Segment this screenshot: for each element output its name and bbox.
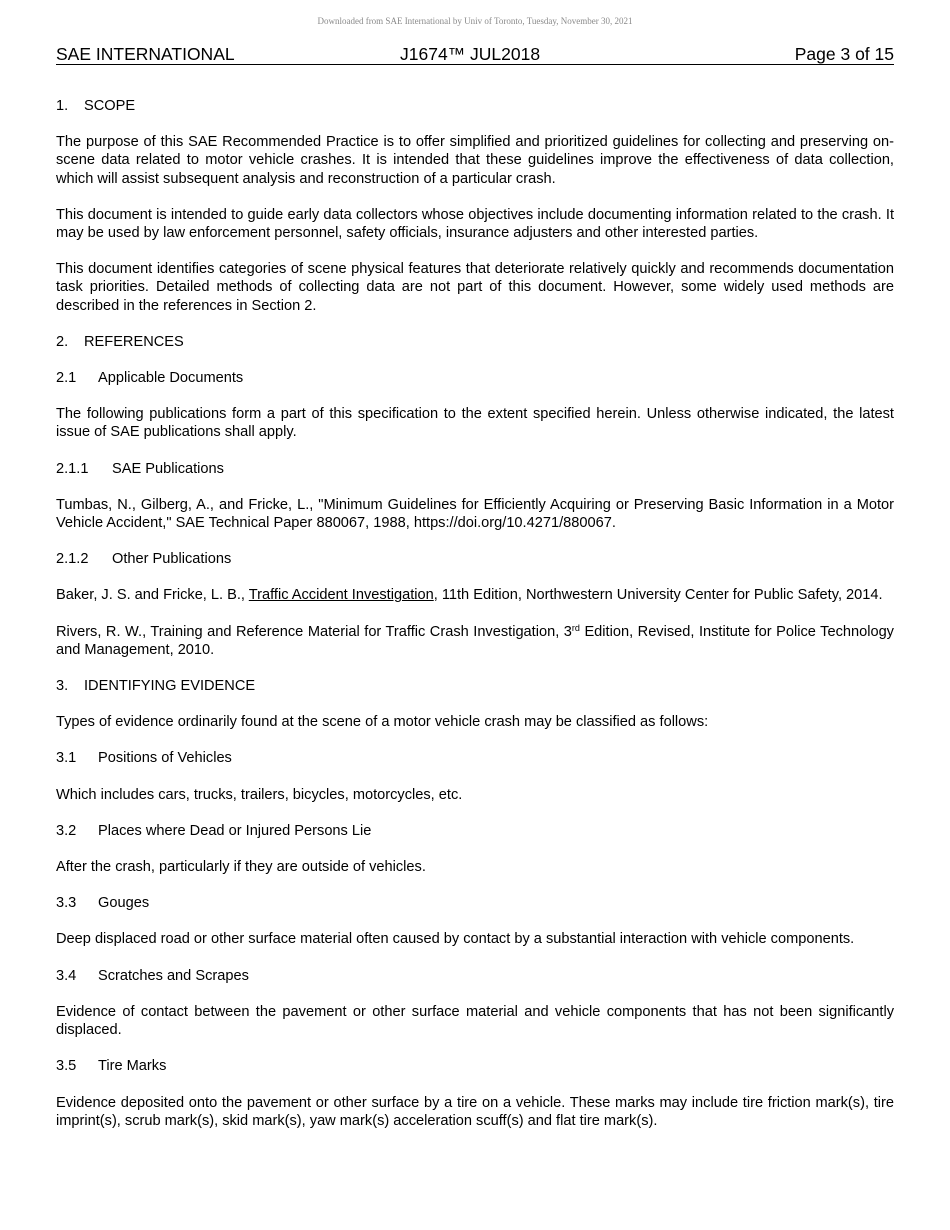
paragraph: This document is intended to guide early data collectors whose objectives include documenting information related to the crash. It may be used by law enforcement personnel, safety officials, insurance adjusters and other interested parties. (56, 206, 894, 242)
subsection-number: 3.4 (56, 967, 77, 984)
reference-entry: Tumbas, N., Gilberg, A., and Fricke, L., "Minimum Guidelines for Efficiently Acquiring or Preserving Basic Information in a Motor Vehicle Accident," SAE Technical Paper 880067, 1988, https://doi.org/10.4271/880067. (56, 496, 894, 532)
subsection-heading (56, 822, 894, 840)
document-body (56, 97, 894, 1130)
subsection-heading (56, 1057, 894, 1075)
subsection-number: 2.1.2 (56, 551, 89, 568)
evidence-item (56, 731, 894, 803)
paragraph: Types of evidence ordinarily found at the scene of a motor vehicle crash may be classified as follows: (56, 714, 709, 731)
paragraph: Which includes cars, trucks, trailers, bicycles, motorcycles, etc. (56, 786, 463, 803)
subsection-number: 2.1 (56, 370, 77, 387)
section-title: IDENTIFYING EVIDENCE (84, 678, 256, 695)
subsection-number: 3.1 (56, 750, 77, 767)
subsection-title: Places where Dead or Injured Persons Lie (98, 822, 372, 839)
evidence-item (56, 949, 894, 1040)
header-org: SAE INTERNATIONAL (56, 44, 235, 64)
paragraph: Evidence of contact between the pavement or other surface material and vehicle components that has not been significantly displaced. (56, 1003, 894, 1039)
reference-title: Traffic Accident Investigation (248, 587, 434, 604)
section-heading (56, 677, 894, 695)
subsection-number: 3.5 (56, 1058, 77, 1075)
paragraph: Deep displaced road or other surface material often caused by contact by a substantial interaction with vehicle components. (56, 931, 855, 948)
page-header (56, 44, 894, 65)
section-heading (56, 97, 894, 115)
paragraph: This document identifies categories of scene physical features that deteriorate relatively quickly and recommends documentation task priorities. Detailed methods of collecting data are not part of this document. However, some widely used methods are described in the references in Section 2. (56, 261, 894, 314)
header-doc-id: J1674™ JUL2018 (400, 44, 541, 64)
subsection-number: 2.1.1 (56, 460, 89, 477)
paragraph: After the crash, particularly if they are outside of vehicles. (56, 859, 426, 876)
subsection-number: 3.2 (56, 822, 77, 839)
reference-entry: Baker, J. S. and Fricke, L. B., Traffic Accident Investigation, 11th Edition, Northwestern University Center for Public Safety, 2014. (56, 587, 883, 604)
evidence-item (56, 804, 894, 876)
section-title: REFERENCES (84, 333, 184, 350)
subsection-title: Scratches and Scrapes (98, 967, 249, 984)
evidence-item (56, 1039, 894, 1130)
paragraph: The purpose of this SAE Recommended Practice is to offer simplified and prioritized guidelines for collecting and preserving on-scene data related to motor vehicle crashes. It is intended that these guidelines improve the effectiveness of data collection, which will assist subsequent analysis and reconstruction of a particular crash. (56, 134, 894, 187)
section-number: 1. (56, 98, 69, 114)
subsection-title: Tire Marks (98, 1058, 167, 1075)
subsection-title: Gouges (98, 895, 150, 912)
section-number: 2. (56, 333, 69, 350)
reference-entry: Rivers, R. W., Training and Reference Material for Traffic Crash Investigation, 3rd Edition, Revised, Institute for Police Technology and Management, 2010. (56, 622, 894, 658)
evidence-list (56, 731, 894, 1129)
subsection-heading (56, 749, 894, 767)
subsection-heading (56, 967, 894, 985)
section-heading (56, 333, 894, 351)
subsection-heading (56, 460, 894, 478)
subsection-title: Positions of Vehicles (98, 750, 232, 767)
paragraph: Evidence deposited onto the pavement or other surface by a tire on a vehicle. These marks may include tire friction mark(s), tire imprint(s), scrub mark(s), skid mark(s), yaw mark(s) acceleration scuff(s) and flat tire mark(s). (56, 1094, 894, 1129)
section-title: SCOPE (84, 98, 136, 114)
evidence-item (56, 876, 894, 948)
subsection-title: SAE Publications (112, 460, 224, 477)
section-number: 3. (56, 678, 69, 695)
subsection-heading (56, 894, 894, 912)
paragraph: The following publications form a part of this specification to the extent specified herein. Unless otherwise indicated, the latest issue of SAE publications shall apply. (56, 406, 894, 441)
subsection-heading (56, 369, 894, 387)
download-notice: Downloaded from SAE International by Univ of Toronto, Tuesday, November 30, 2021 (317, 16, 633, 26)
subsection-number: 3.3 (56, 895, 77, 912)
subsection-title: Other Publications (112, 551, 232, 568)
subsection-heading (56, 550, 894, 568)
header-page-number: Page 3 of 15 (794, 44, 894, 64)
subsection-title: Applicable Documents (98, 370, 244, 387)
